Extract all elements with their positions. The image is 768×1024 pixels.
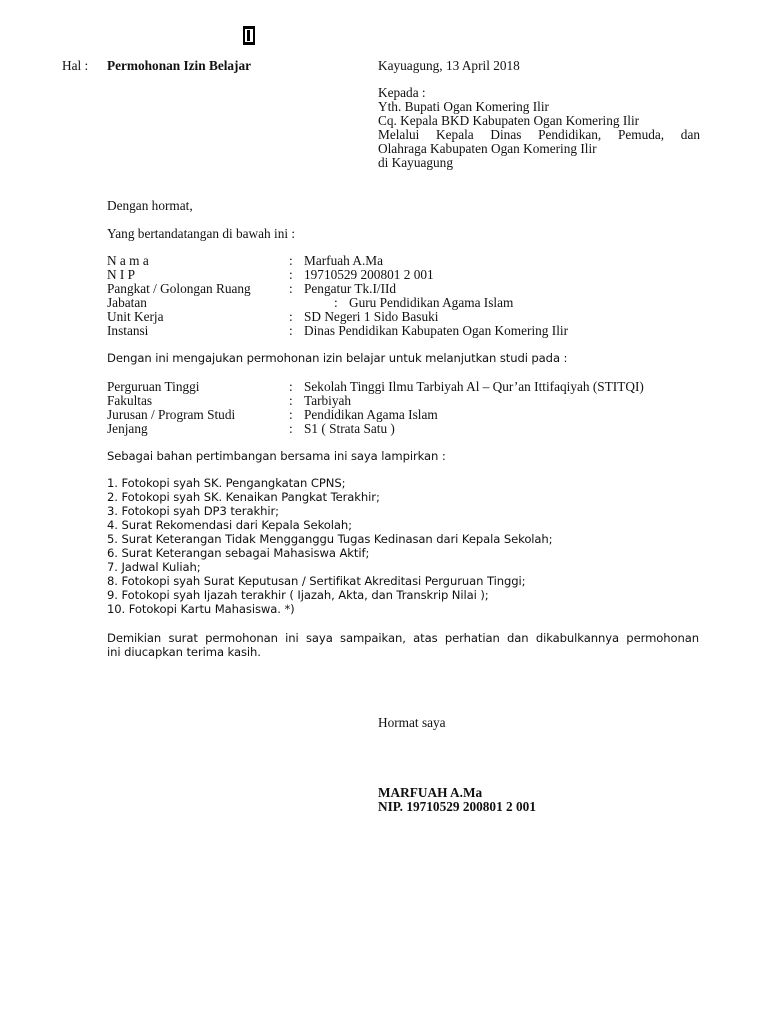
study-label: Perguruan Tinggi [107, 379, 200, 394]
identity-label: Unit Kerja [107, 309, 164, 324]
identity-value: Dinas Pendidikan Kabupaten Ogan Komering Ilir [304, 323, 569, 338]
study-value: S1 ( Strata Satu ) [304, 421, 395, 436]
place-date: Kayuagung, 13 April 2018 [378, 58, 520, 73]
attachment-item: 1. Fotokopi syah SK. Pengangkatan CPNS; [107, 476, 346, 490]
attachments-intro: Sebagai bahan pertimbangan bersama ini saya lampirkan : [107, 449, 446, 463]
greeting: Dengan hormat, [107, 198, 193, 213]
study-separator: : [289, 407, 293, 422]
identity-separator: : [289, 281, 293, 296]
identity-separator: : [289, 267, 293, 282]
letter-subject: Permohonan Izin Belajar [107, 58, 252, 73]
recipient-line: Cq. Kepala BKD Kabupaten Ogan Komering Ilir [378, 113, 640, 128]
regards-text: Hormat saya [378, 715, 446, 730]
identity-separator: : [289, 253, 293, 268]
recipient-line: Olahraga Kabupaten Ogan Komering Ilir [378, 141, 597, 156]
closing-line: ini diucapkan terima kasih. [107, 645, 261, 659]
identity-label: N a m a [107, 253, 149, 268]
recipient-line: di Kayuagung [378, 155, 453, 170]
attachment-item: 7. Jadwal Kuliah; [107, 560, 201, 574]
attachment-item: 5. Surat Keterangan Tidak Mengganggu Tugas Kedinasan dari Kepala Sekolah; [107, 532, 553, 546]
attachment-item: 9. Fotokopi syah Ijazah terakhir ( Ijazah, Akta, dan Transkrip Nilai ); [107, 588, 489, 602]
identity-label: N I P [107, 267, 136, 282]
study-separator: : [289, 379, 293, 394]
header-mark-icon [243, 26, 255, 45]
study-value: Sekolah Tinggi Ilmu Tarbiyah Al – Qur’an Ittifaqiyah (STITQI) [304, 379, 644, 394]
attachment-item: 8. Fotokopi syah Surat Keputusan / Sertifikat Akreditasi Perguruan Tinggi; [107, 574, 526, 588]
study-value: Pendidikan Agama Islam [304, 407, 438, 422]
identity-value: Pengatur Tk.I/IId [304, 281, 397, 296]
study-separator: : [289, 393, 293, 408]
signer-nip: NIP. 19710529 200801 2 001 [378, 799, 536, 814]
identity-separator: : [289, 309, 293, 324]
identity-value: Guru Pendidikan Agama Islam [349, 295, 514, 310]
attachment-item: 10. Fotokopi Kartu Mahasiswa. *) [107, 602, 295, 616]
request-text: Dengan ini mengajukan permohonan izin belajar untuk melanjutkan studi pada : [107, 351, 568, 365]
closing-line: Demikian surat permohonan ini saya sampaikan, atas perhatian dan dikabulkannya permohonan [107, 631, 699, 645]
recipient-line: Kepada : [378, 85, 426, 100]
study-value: Tarbiyah [304, 393, 352, 408]
identity-value: Marfuah A.Ma [304, 253, 384, 268]
study-label: Fakultas [107, 393, 153, 408]
identity-value: 19710529 200801 2 001 [304, 267, 434, 282]
attachment-item: 4. Surat Rekomendasi dari Kepala Sekolah; [107, 518, 352, 532]
signer-name: MARFUAH A.Ma [378, 785, 483, 800]
hal-label: Hal : [62, 58, 89, 73]
identity-separator: : [289, 323, 293, 338]
study-label: Jenjang [107, 421, 148, 436]
identity-value: SD Negeri 1 Sido Basuki [304, 309, 439, 324]
intro-text: Yang bertandatangan di bawah ini : [107, 226, 296, 241]
identity-separator: : [334, 295, 338, 310]
identity-label: Pangkat / Golongan Ruang [107, 281, 251, 296]
study-label: Jurusan / Program Studi [107, 407, 236, 422]
recipient-line: Yth. Bupati Ogan Komering Ilir [378, 99, 549, 114]
recipient-line: Melalui Kepala Dinas Pendidikan, Pemuda, dan [378, 127, 700, 142]
attachment-item: 3. Fotokopi syah DP3 terakhir; [107, 504, 279, 518]
identity-label: Instansi [107, 323, 149, 338]
attachment-item: 6. Surat Keterangan sebagai Mahasiswa Aktif; [107, 546, 370, 560]
identity-label: Jabatan [107, 295, 147, 310]
study-separator: : [289, 421, 293, 436]
attachment-item: 2. Fotokopi syah SK. Kenaikan Pangkat Terakhir; [107, 490, 380, 504]
